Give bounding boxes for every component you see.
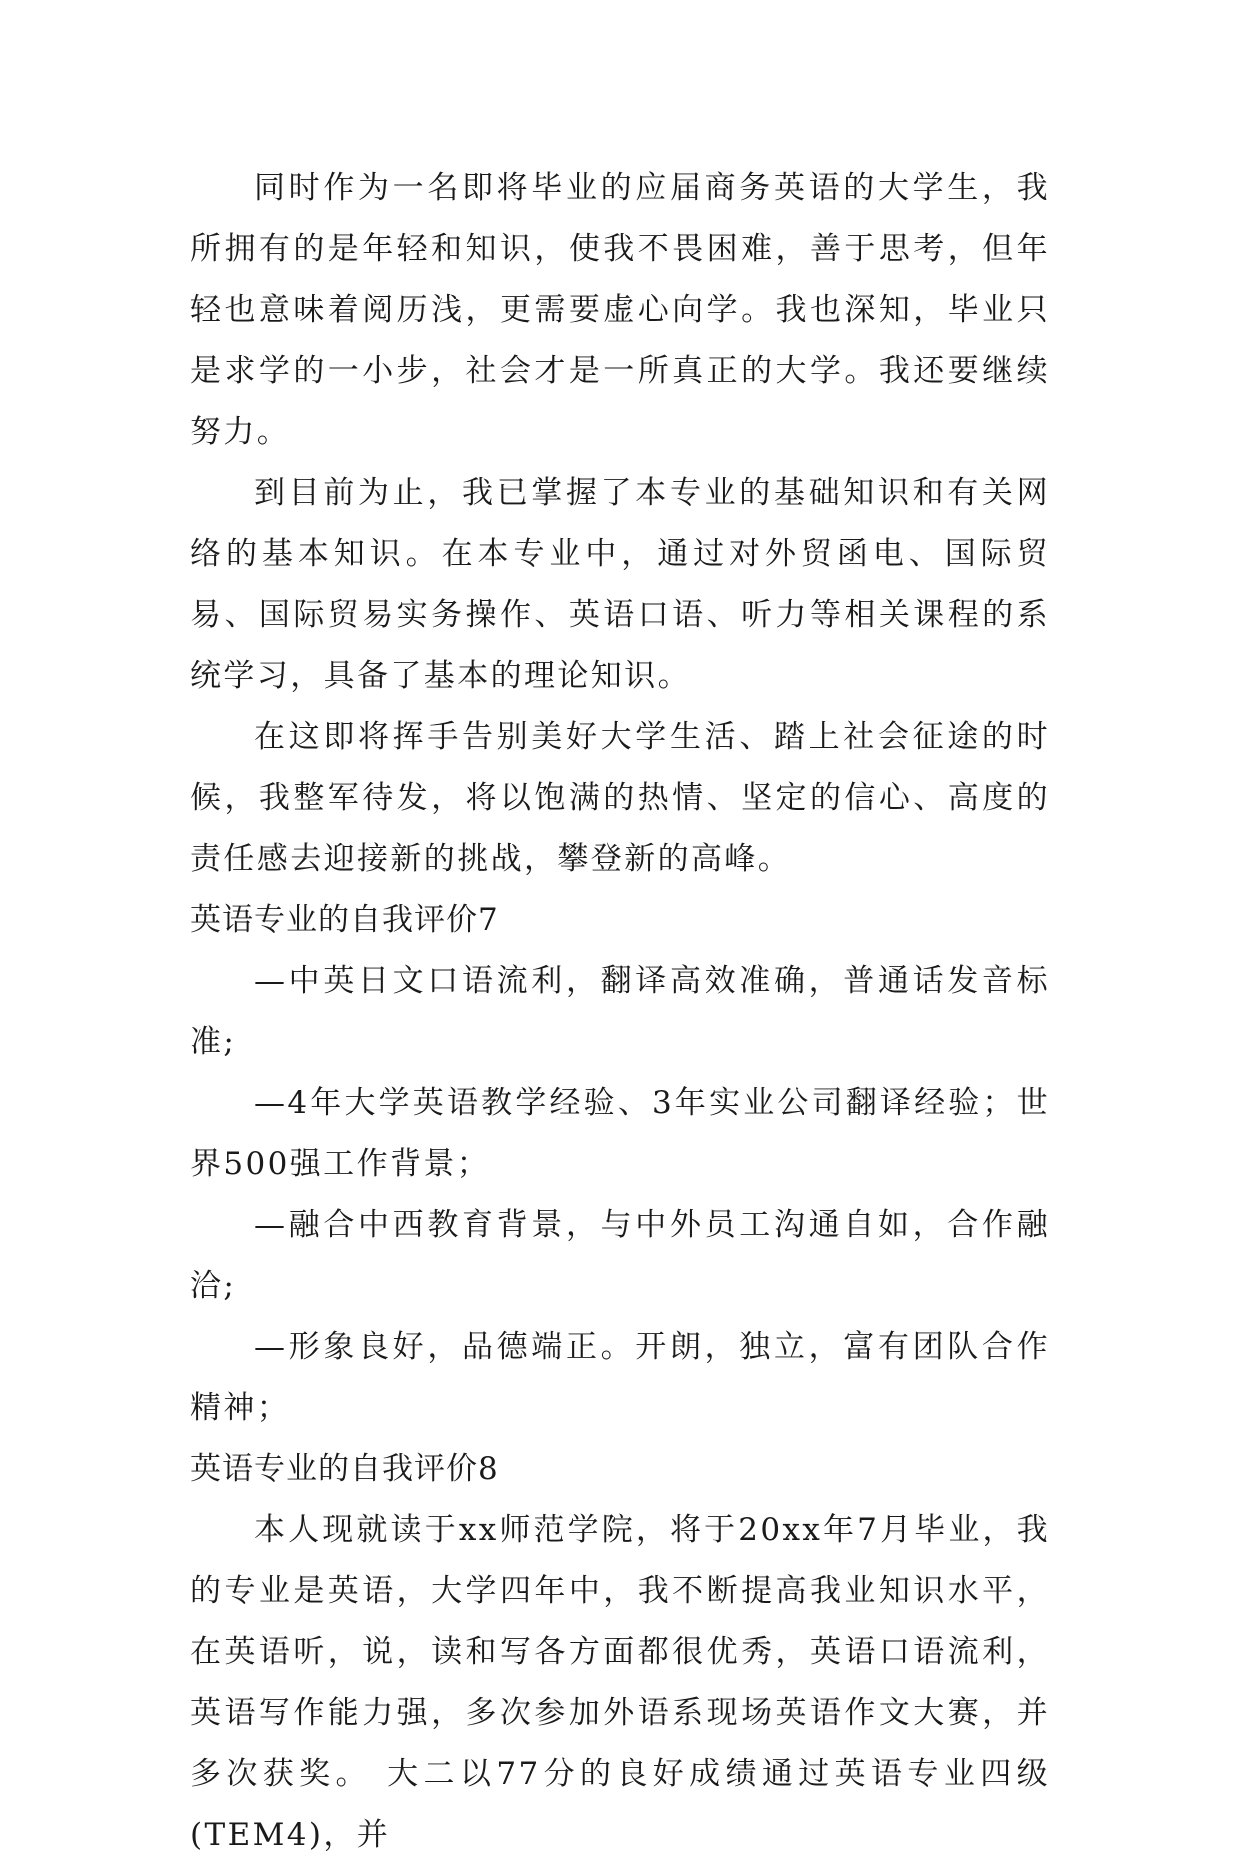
- paragraph-farewell: 在这即将挥手告别美好大学生活、踏上社会征途的时候，我整军待发，将以饱满的热情、坚定的信心、高度的责任感去迎接新的挑战，攀登新的高峰。: [190, 719, 1050, 877]
- bullet-experience: —4年大学英语教学经验、3年实业公司翻译经验；世界500强工作背景；: [190, 1085, 1050, 1182]
- paragraph-professional-knowledge: 到目前为止，我已掌握了本专业的基础知识和有关网络的基本知识。在本专业中，通过对外贸函电、国际贸易、国际贸易实务操作、英语口语、听力等相关课程的系统学习，具备了基本的理论知识。: [190, 475, 1050, 694]
- paragraph-self-introduction: 本人现就读于xx师范学院，将于20xx年7月毕业，我的专业是英语，大学四年中，我不断提高我业知识水平，在英语听，说，读和写各方面都很优秀，英语口语流利，英语写作能力强，多次参加外语系现场英语作文大赛，并多次获奖。 大二以77分的良好成绩通过英语专业四级(TEM4)，并: [190, 1512, 1050, 1853]
- paragraph-graduate-attitude: 同时作为一名即将毕业的应届商务英语的大学生，我所拥有的是年轻和知识，使我不畏困难，善于思考，但年轻也意味着阅历浅，更需要虚心向学。我也深知，毕业只是求学的一小步，社会才是一所真正的大学。我还要继续努力。: [190, 170, 1050, 450]
- section-heading-7: 英语专业的自我评价7: [190, 902, 499, 938]
- document-body: [190, 158, 1050, 1866]
- section-heading-8: 英语专业的自我评价8: [190, 1451, 499, 1487]
- bullet-language-skills: —中英日文口语流利，翻译高效准确，普通话发音标准;: [190, 963, 1050, 1060]
- bullet-education-background: —融合中西教育背景，与中外员工沟通自如，合作融洽;: [190, 1207, 1050, 1304]
- bullet-personality: —形象良好，品德端正。开朗，独立，富有团队合作精神；: [190, 1329, 1050, 1426]
